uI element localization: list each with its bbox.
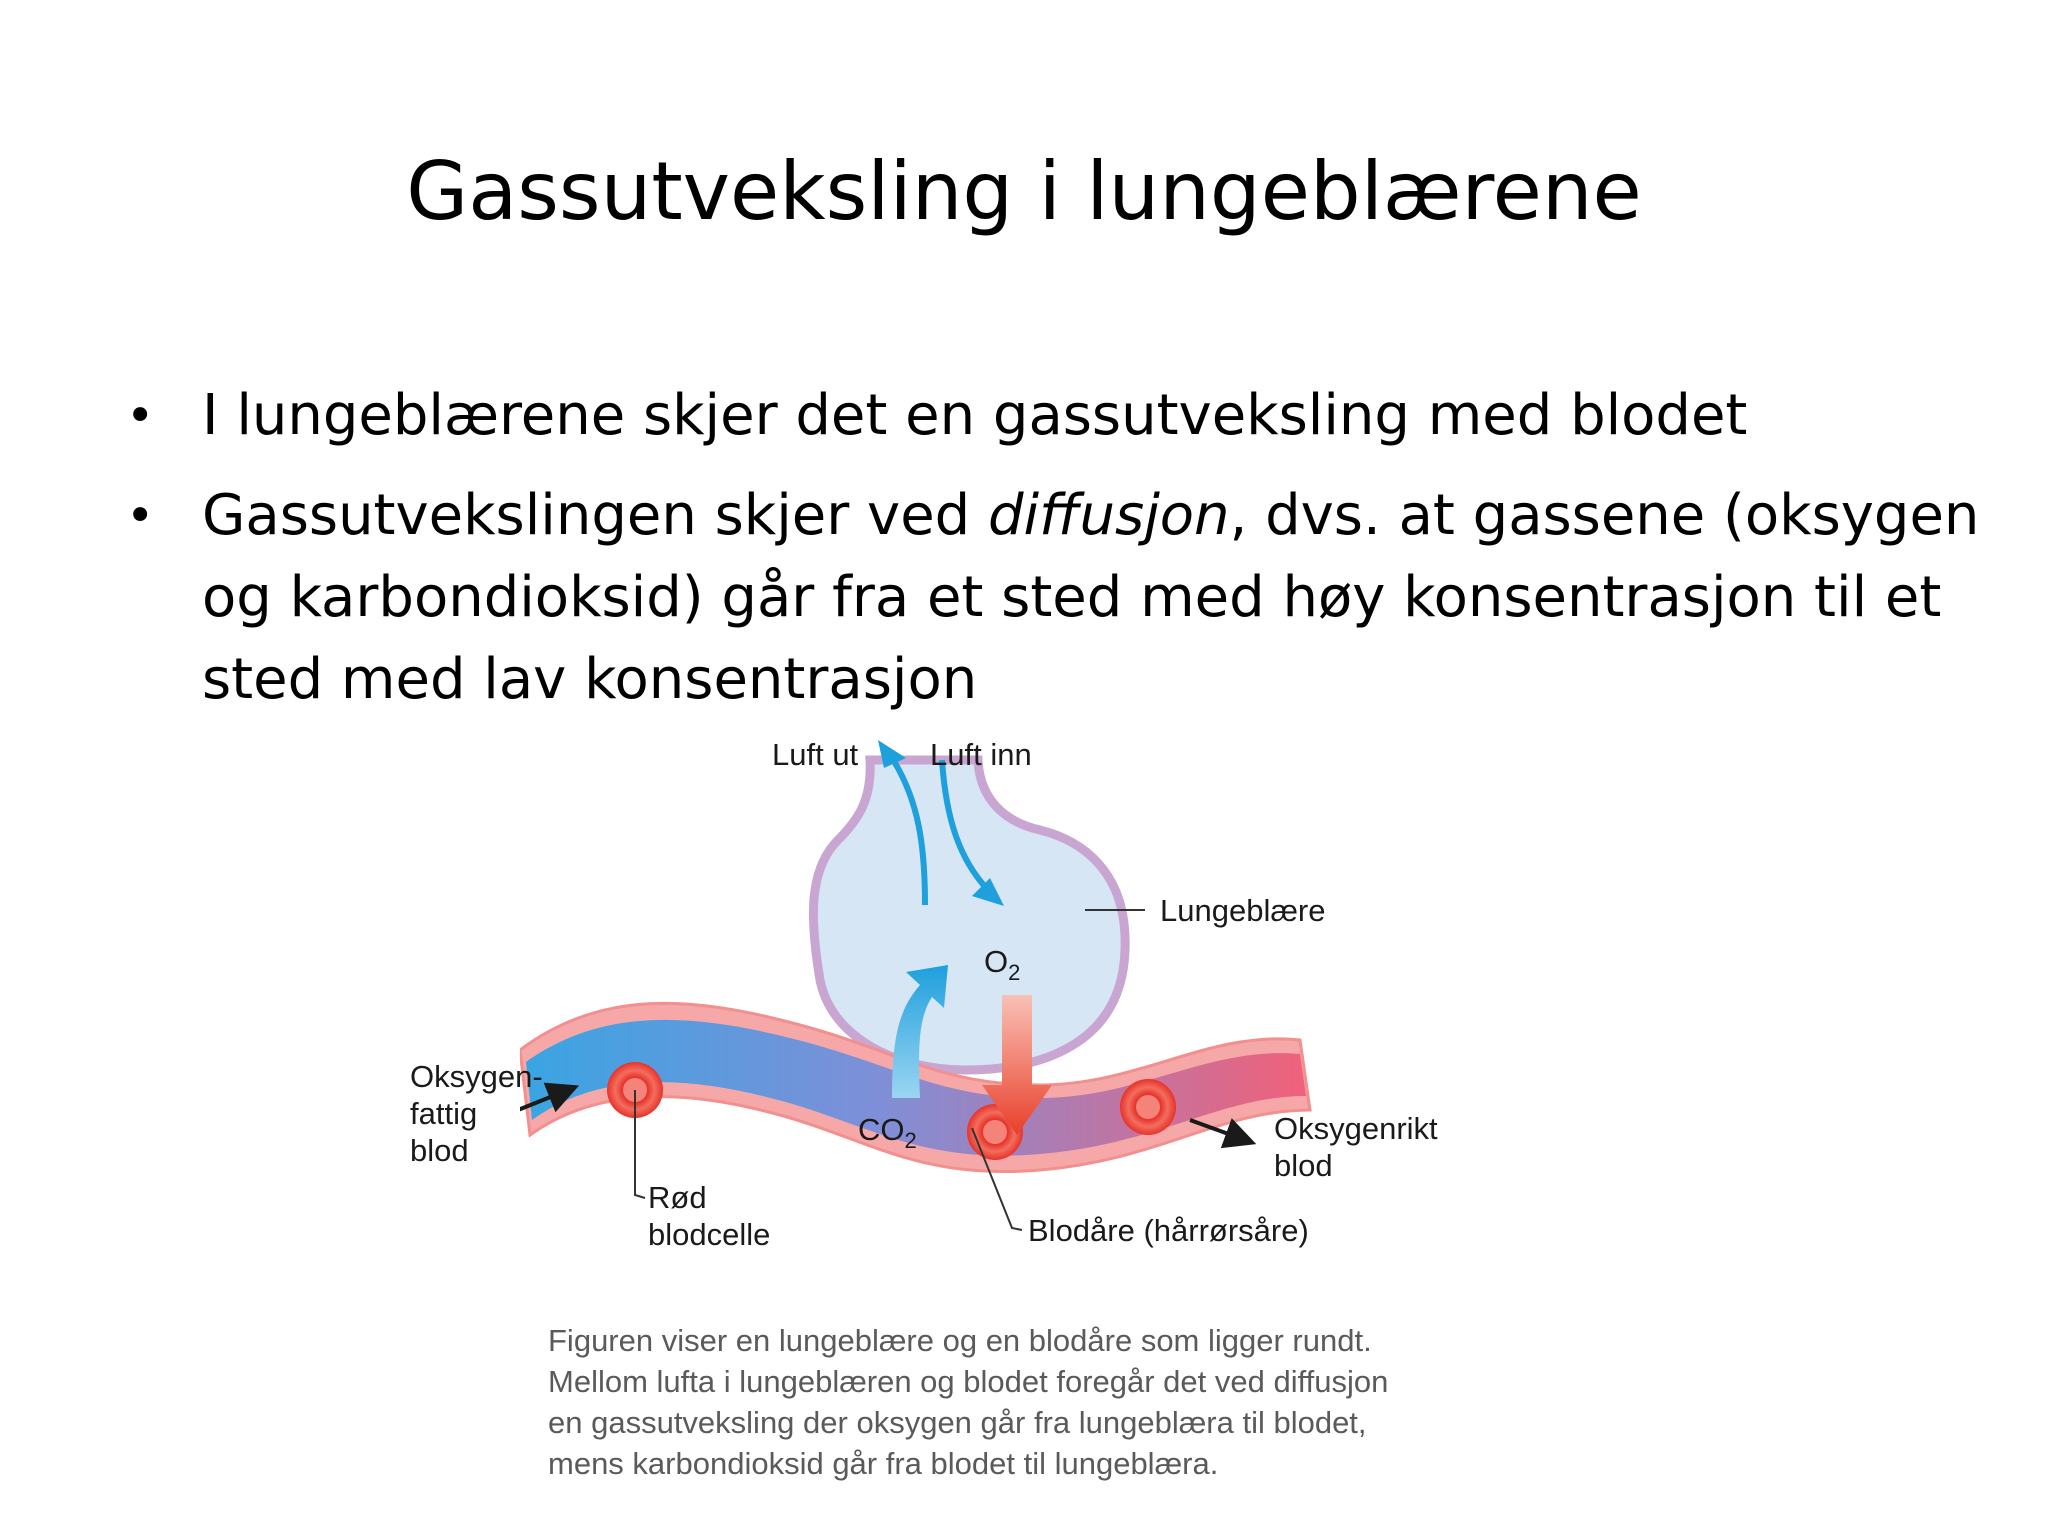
bullet-text: I lungeblærene skjer det en gassutveksling med blodet: [202, 383, 1748, 448]
oxy-line1: Oksygenrikt: [1274, 1111, 1438, 1146]
caption-line: mens karbondioksid går fra blodet til lungeblæra.: [548, 1446, 1219, 1481]
deoxy-line1: Oksygen-: [410, 1059, 543, 1094]
bullet-text-after: , dvs. at gassene (oksygen og karbondioksid) går fra et sted med høy konsentrasjon til et sted med lav konsentrasjon: [202, 483, 1980, 712]
caption-line: Figuren viser en lungeblære og en blodåre som ligger rundt.: [548, 1323, 1372, 1358]
co2-base: CO: [858, 1112, 905, 1147]
slide-title: Gassutveksling i lungeblærene: [406, 145, 1642, 238]
capillary-label: Blodåre (hårrørsåre): [1028, 1213, 1309, 1248]
air-in-label: Luft inn: [930, 740, 1032, 772]
o2-base: O: [984, 944, 1009, 979]
o2-sub: 2: [1008, 960, 1021, 985]
caption-line: Mellom lufta i lungeblæren og blodet foregår det ved diffusjon: [548, 1364, 1389, 1399]
bullet-emphasis: diffusjon: [988, 483, 1230, 548]
red-blood-cell: [983, 1120, 1007, 1144]
figure-caption: [548, 1320, 1488, 1484]
air-out-label: Luft ut: [772, 740, 859, 772]
oxy-line2: blod: [1274, 1148, 1333, 1183]
caption-line: en gassutveksling der oksygen går fra lungeblæra til blodet,: [548, 1405, 1367, 1440]
co2-sub: 2: [904, 1128, 917, 1153]
alveolus-label: Lungeblære: [1160, 893, 1326, 928]
red-blood-cell: [1136, 1095, 1160, 1119]
bullet-item: [120, 475, 1980, 721]
deoxy-line2: fattig: [410, 1096, 478, 1131]
deoxygenated-blood-label: [410, 1058, 543, 1169]
gas-exchange-figure: [410, 740, 1480, 1530]
bullet-icon: •: [126, 488, 155, 544]
rbc-label-line2: blodcelle: [648, 1217, 771, 1252]
bullet-text-before: Gassutvekslingen skjer ved: [202, 483, 988, 548]
gas-exchange-diagram: [520, 740, 1480, 1300]
oxygenated-blood-label: [1274, 1110, 1438, 1184]
bullet-icon: •: [126, 388, 155, 444]
bullet-list: [120, 375, 1980, 739]
bullet-item: [120, 375, 1980, 457]
deoxy-line3: blod: [410, 1133, 469, 1168]
alveolus: [813, 760, 1125, 1070]
rbc-label-line1: Rød: [648, 1180, 707, 1215]
